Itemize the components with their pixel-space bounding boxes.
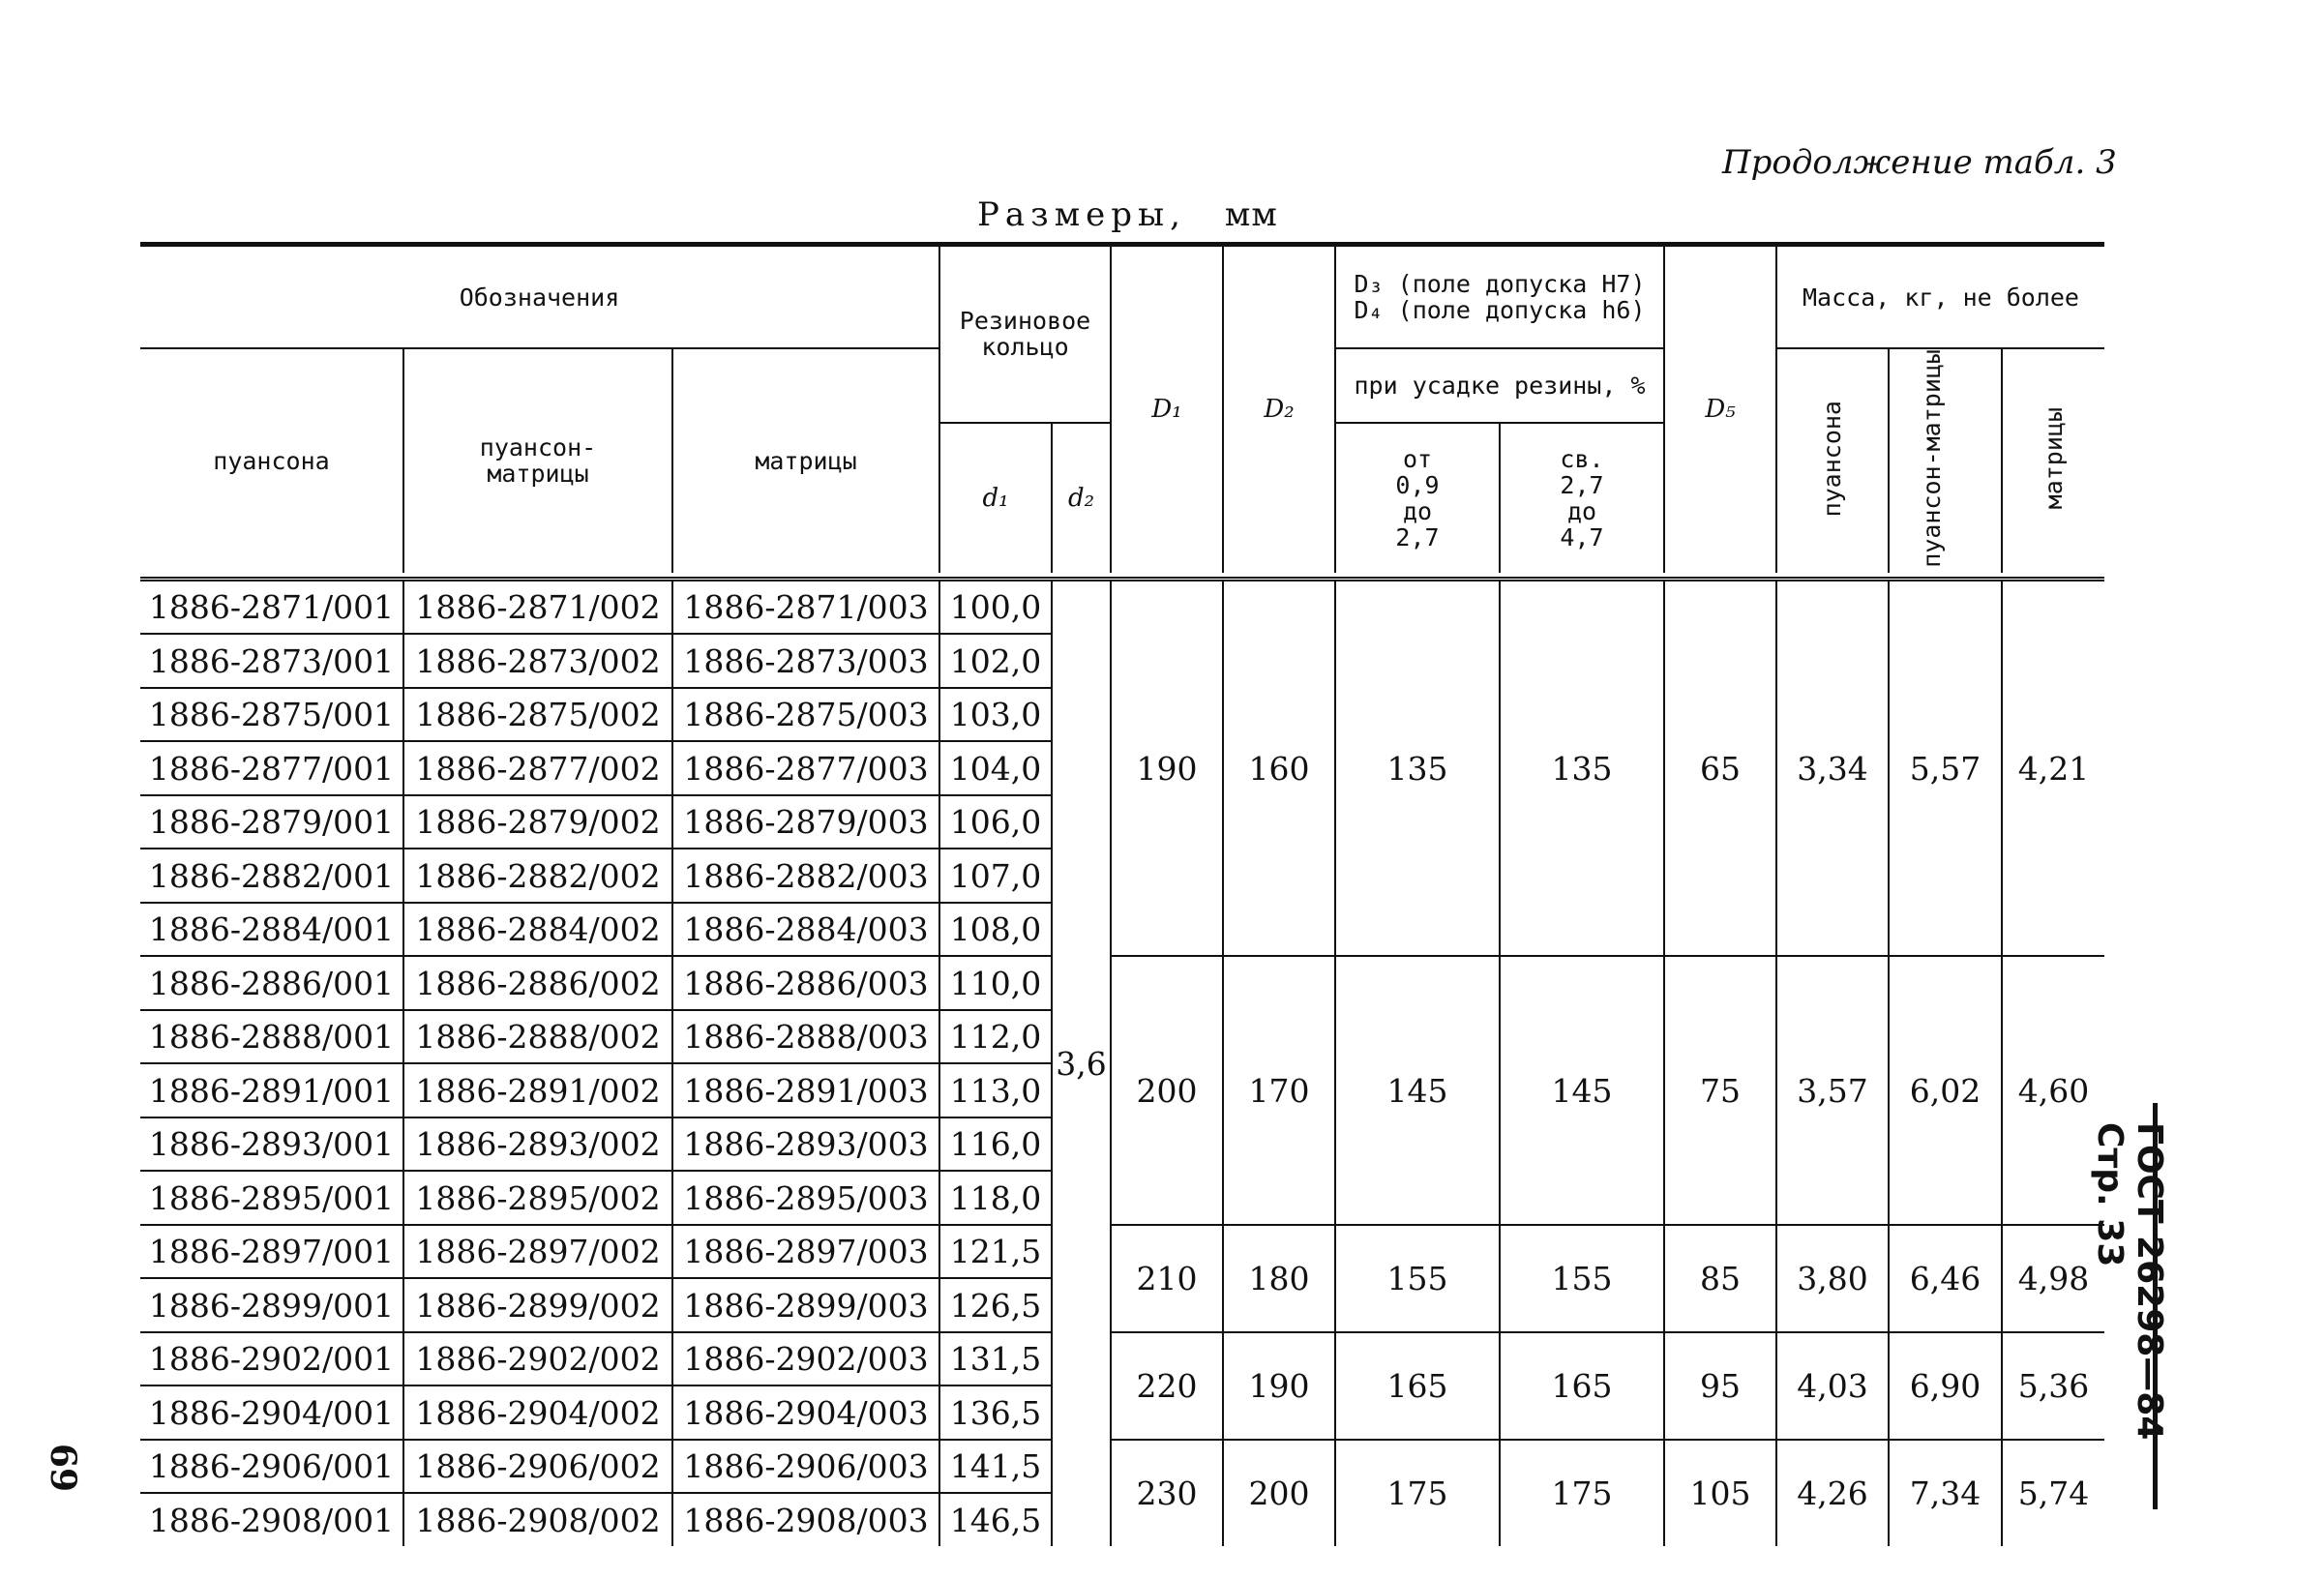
header-mass-punch-die-label: пуансон-матрицы [1917,349,1946,568]
d1-value: 107,0 [939,849,1052,903]
mass-punch-value: 4,26 [1776,1440,1889,1546]
punch-die-code: 1886-2904/002 [403,1385,672,1440]
punch-code: 1886-2873/001 [140,634,403,688]
D5-value: 105 [1664,1440,1776,1546]
D5-value: 75 [1664,956,1776,1225]
header-designations: Обозначения [140,247,939,348]
die-code: 1886-2891/003 [672,1063,939,1117]
mass-punch-die-value: 5,57 [1889,579,2002,956]
D1-value: 190 [1111,579,1223,956]
header-punch-die-text: пуансон-матрицы [479,433,597,489]
die-code: 1886-2902/003 [672,1332,939,1386]
table-row [140,579,2104,634]
punch-code: 1886-2875/001 [140,688,403,742]
mass-die-value: 5,74 [2002,1440,2104,1546]
punch-die-code: 1886-2877/002 [403,741,672,795]
header-punch: пуансона [213,446,330,475]
punch-code: 1886-2897/001 [140,1225,403,1279]
d1-value: 102,0 [939,634,1052,688]
header-mass-punch-die [1889,348,2002,573]
punch-die-code: 1886-2895/002 [403,1171,672,1225]
mass-punch-die-value: 6,02 [1889,956,2002,1225]
d1-value: 146,5 [939,1493,1052,1546]
die-code: 1886-2908/003 [672,1493,939,1546]
D2-value: 200 [1223,1440,1335,1546]
d2-value: 3,6 [1052,579,1111,1546]
punch-die-code: 1886-2906/002 [403,1440,672,1494]
header-D1 [1111,247,1223,573]
die-code: 1886-2871/003 [672,579,939,634]
die-code: 1886-2895/003 [672,1171,939,1225]
header-d2-label: d₂ [1067,483,1095,513]
punch-code: 1886-2899/001 [140,1278,403,1332]
d1-value: 131,5 [939,1332,1052,1386]
die-code: 1886-2877/003 [672,741,939,795]
table-row [140,1332,2104,1386]
d1-value: 104,0 [939,741,1052,795]
die-code: 1886-2886/003 [672,956,939,1010]
table-body [140,579,2104,1546]
D3-shrink-b-value: 145 [1500,956,1664,1225]
punch-code: 1886-2891/001 [140,1063,403,1117]
header-D3D4 [1335,247,1664,348]
D5-value: 85 [1664,1225,1776,1332]
header-punch-die [403,348,672,573]
header-mass-punch-label: пуансона [1818,400,1846,518]
die-code: 1886-2893/003 [672,1117,939,1172]
d1-value: 103,0 [939,688,1052,742]
D3-shrink-b-value: 155 [1500,1225,1664,1332]
D3-shrink-b-value: 175 [1500,1440,1664,1546]
header-D1-label: D₁ [1151,395,1182,425]
punch-die-code: 1886-2886/002 [403,956,672,1010]
d1-value: 118,0 [939,1171,1052,1225]
D3-shrink-a-value: 135 [1335,579,1500,956]
D1-value: 230 [1111,1440,1223,1546]
table-row [140,1440,2104,1494]
punch-die-code: 1886-2891/002 [403,1063,672,1117]
D3-shrink-a-value: 175 [1335,1440,1500,1546]
die-code: 1886-2906/003 [672,1440,939,1494]
punch-die-code: 1886-2888/002 [403,1010,672,1064]
punch-die-code: 1886-2899/002 [403,1278,672,1332]
d1-value: 108,0 [939,903,1052,957]
d1-value: 100,0 [939,579,1052,634]
punch-die-code: 1886-2873/002 [403,634,672,688]
mass-die-value: 4,60 [2002,956,2104,1225]
header-D2 [1223,247,1335,573]
header-shrink-a [1335,423,1500,573]
mass-punch-value: 3,80 [1776,1225,1889,1332]
punch-die-code: 1886-2902/002 [403,1332,672,1386]
punch-code: 1886-2893/001 [140,1117,403,1172]
header-mass-die-label: матрицы [2039,407,2068,510]
punch-die-code: 1886-2908/002 [403,1493,672,1546]
punch-code: 1886-2902/001 [140,1332,403,1386]
die-code: 1886-2897/003 [672,1225,939,1279]
die-code: 1886-2873/003 [672,634,939,688]
header-rubber-ring-text: Резиновое кольцо [959,307,1091,362]
d1-value: 116,0 [939,1117,1052,1172]
die-code: 1886-2879/003 [672,795,939,849]
punch-die-code: 1886-2897/002 [403,1225,672,1279]
punch-die-code: 1886-2884/002 [403,903,672,957]
die-code: 1886-2882/003 [672,849,939,903]
header-shrink-b [1500,423,1664,573]
mass-punch-value: 3,57 [1776,956,1889,1225]
punch-code: 1886-2904/001 [140,1385,403,1440]
die-code: 1886-2904/003 [672,1385,939,1440]
die-code: 1886-2875/003 [672,688,939,742]
d1-value: 112,0 [939,1010,1052,1064]
header-d1-label: d₁ [982,483,1009,513]
D5-value: 95 [1664,1332,1776,1440]
mass-die-value: 4,21 [2002,579,2104,956]
page-number: 69 [43,1444,83,1493]
mass-die-value: 5,36 [2002,1332,2104,1440]
punch-die-code: 1886-2871/002 [403,579,672,634]
header-D4-line: D₄ (поле допуска h6) [1354,296,1646,324]
D2-value: 170 [1223,956,1335,1225]
D3-shrink-a-value: 165 [1335,1332,1500,1440]
mass-punch-value: 4,03 [1776,1332,1889,1440]
dimensions-caption [977,195,1278,234]
punch-die-code: 1886-2879/002 [403,795,672,849]
punch-die-code: 1886-2882/002 [403,849,672,903]
D2-value: 190 [1223,1332,1335,1440]
punch-code: 1886-2884/001 [140,903,403,957]
header-rubber-ring [939,247,1111,423]
header-mass: Масса, кг, не более [1776,247,2104,348]
D1-value: 210 [1111,1225,1223,1332]
continuation-caption: Продолжение табл. 3 [1722,143,2117,182]
dimensions-unit: мм [1224,195,1278,234]
table-row [140,1225,2104,1279]
d1-value: 126,5 [939,1278,1052,1332]
header-shrinkage: при усадке резины, % [1335,348,1664,423]
header-d1 [939,423,1052,573]
punch-code: 1886-2895/001 [140,1171,403,1225]
D3-shrink-a-value: 145 [1335,956,1500,1225]
header-die: матрицы [672,348,939,573]
header-D2-label: D₂ [1264,395,1295,425]
header-D5-label: D₅ [1705,395,1736,425]
header-mass-punch [1776,348,1889,573]
D1-value: 200 [1111,956,1223,1225]
punch-die-code: 1886-2875/002 [403,688,672,742]
D2-value: 180 [1223,1225,1335,1332]
punch-code: 1886-2879/001 [140,795,403,849]
D5-value: 65 [1664,579,1776,956]
standard-side-label: ГОСТ 26298—84 Стр. 33 [2107,1103,2158,1509]
header-mass-die [2002,348,2104,573]
D3-shrink-b-value: 135 [1500,579,1664,956]
dimensions-label: Размеры, [977,195,1186,234]
dimensions-table [140,242,2104,1546]
D1-value: 220 [1111,1332,1223,1440]
mass-punch-value: 3,34 [1776,579,1889,956]
table-row [140,956,2104,1010]
punch-code: 1886-2888/001 [140,1010,403,1064]
punch-code: 1886-2871/001 [140,579,403,634]
header-D5 [1664,247,1776,573]
die-code: 1886-2884/003 [672,903,939,957]
header-D3-line: D₃ (поле допуска H7) [1354,270,1646,298]
mass-punch-die-value: 7,34 [1889,1440,2002,1546]
punch-code: 1886-2882/001 [140,849,403,903]
die-code: 1886-2899/003 [672,1278,939,1332]
D3-shrink-b-value: 165 [1500,1332,1664,1440]
d1-value: 121,5 [939,1225,1052,1279]
mass-punch-die-value: 6,90 [1889,1332,2002,1440]
mass-punch-die-value: 6,46 [1889,1225,2002,1332]
D3-shrink-a-value: 155 [1335,1225,1500,1332]
punch-code: 1886-2906/001 [140,1440,403,1494]
punch-die-code: 1886-2893/002 [403,1117,672,1172]
d1-value: 113,0 [939,1063,1052,1117]
d1-value: 136,5 [939,1385,1052,1440]
d1-value: 106,0 [939,795,1052,849]
die-code: 1886-2888/003 [672,1010,939,1064]
D2-value: 160 [1223,579,1335,956]
header-shrink-b-text: св. 2,7 до 4,7 [1560,444,1604,551]
d1-value: 141,5 [939,1440,1052,1494]
header-shrink-a-text: от 0,9 до 2,7 [1395,444,1440,551]
punch-code: 1886-2908/001 [148,1501,395,1539]
header-d2 [1052,423,1111,573]
mass-die-value: 4,98 [2002,1225,2104,1332]
d1-value: 110,0 [939,956,1052,1010]
punch-code: 1886-2886/001 [140,956,403,1010]
punch-code: 1886-2877/001 [140,741,403,795]
